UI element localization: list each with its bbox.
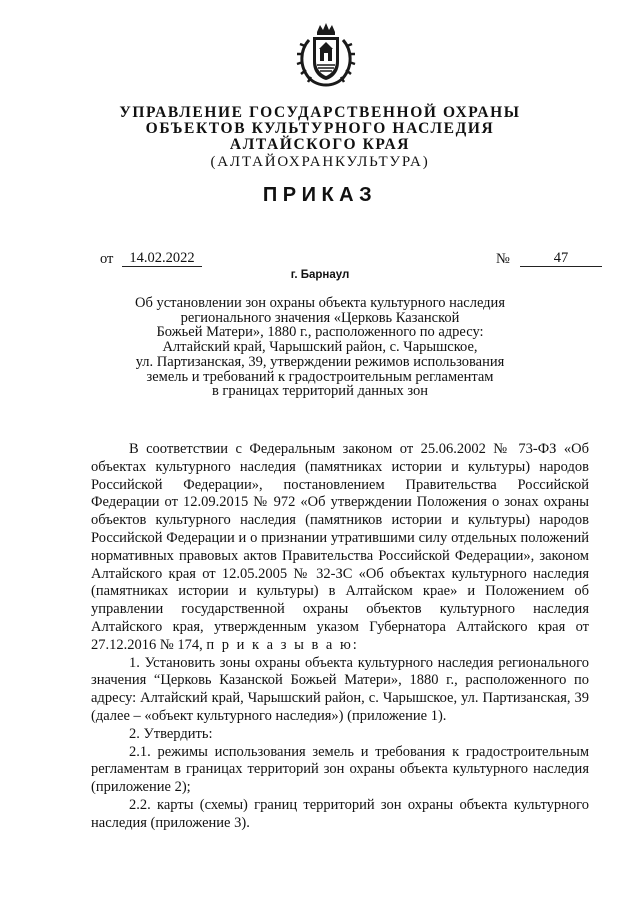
subject-line: в границах территорий данных зон — [211, 383, 429, 400]
order-subject — [110, 296, 530, 399]
subject-line: Об установлении зон охраны объекта культурного наследия — [135, 295, 505, 311]
date-prefix: от — [100, 251, 114, 267]
agency-name-line-1: УПРАВЛЕНИЕ ГОСУДАРСТВЕННОЙ ОХРАНЫ — [119, 104, 521, 121]
agency-name — [0, 105, 640, 171]
subject-line: ул. Партизанская, 39, утверждении режимов использования — [135, 353, 505, 370]
coat-of-arms-icon — [295, 22, 357, 88]
number-prefix: № — [496, 251, 510, 267]
order-word: п р и к а з ы в а ю: — [206, 636, 359, 653]
item-2-paragraph: 2. Утвердить: — [129, 725, 213, 742]
preamble-text: В соответствии с Федеральным законом от 25.06.2002 № 73-ФЗ «Об объектах культурного наследия (памятниках истории и культуры) народов Российской Федерации», постановлением Правительства Российской Федерации от 12.09.2015 № 972 «Об утверждении Положения о зонах охраны объектов культурного наследия (памятников истории и культуры) народов Российской Федерации и о признании утратившими силу отдельных положений нормативных правовых актов Правительства Российской Федерации», законом Алтайского края от 12.05.2005 № 32-ЗС «Об объектах культурного наследия (памятниках истории и культуры) в Алтайском крае» и Положением об управлении государственной охраны объектов культурного наследия Алтайского края, утвержденным указом Губернатора Алтайского края от 27.12.2016 № 174, — [91, 441, 589, 653]
agency-name-line-2: ОБЪЕКТОВ КУЛЬТУРНОГО НАСЛЕДИЯ — [145, 120, 495, 137]
agency-name-line-3: АЛТАЙСКОГО КРАЯ — [229, 136, 411, 153]
item-1-paragraph: 1. Установить зоны охраны объекта культурного наследия регионального значения “Церковь Казанской Божьей Матери», 1880 г., расположенного по адресу: Алтайский край, Чарышский район, с. Чарышское, ул. Партизанская, 39 (далее – «объект культурного наследия») (приложение 1). — [91, 654, 589, 724]
item-2-2-paragraph: 2.2. карты (схемы) границ территорий зон охраны объекта культурного наследия (приложение 3). — [91, 796, 589, 831]
city: г. Барнаул — [290, 269, 350, 281]
order-body — [91, 441, 589, 833]
subject-line: Алтайский край, Чарышский район, с. Чарышское, — [162, 339, 478, 356]
document-type-title: ПРИКАЗ — [262, 184, 378, 206]
subject-line: регионального значения «Церковь Казанской — [180, 309, 460, 326]
subject-line: Божьей Матери», 1880 г., расположенного по адресу: — [156, 324, 484, 341]
order-date: 14.02.2022 — [122, 251, 202, 267]
subject-line: земель и требований к градостроительным регламентам — [146, 368, 494, 385]
item-2-1-paragraph: 2.1. режимы использования земель и требования к градостроительным регламентам в границах территорий зон охраны объекта культурного наследия (приложение 2); — [91, 743, 589, 796]
order-number: 47 — [520, 251, 602, 267]
agency-abbreviation: (АЛТАЙОХРАНКУЛЬТУРА) — [210, 154, 430, 170]
preamble-paragraph — [91, 441, 589, 655]
